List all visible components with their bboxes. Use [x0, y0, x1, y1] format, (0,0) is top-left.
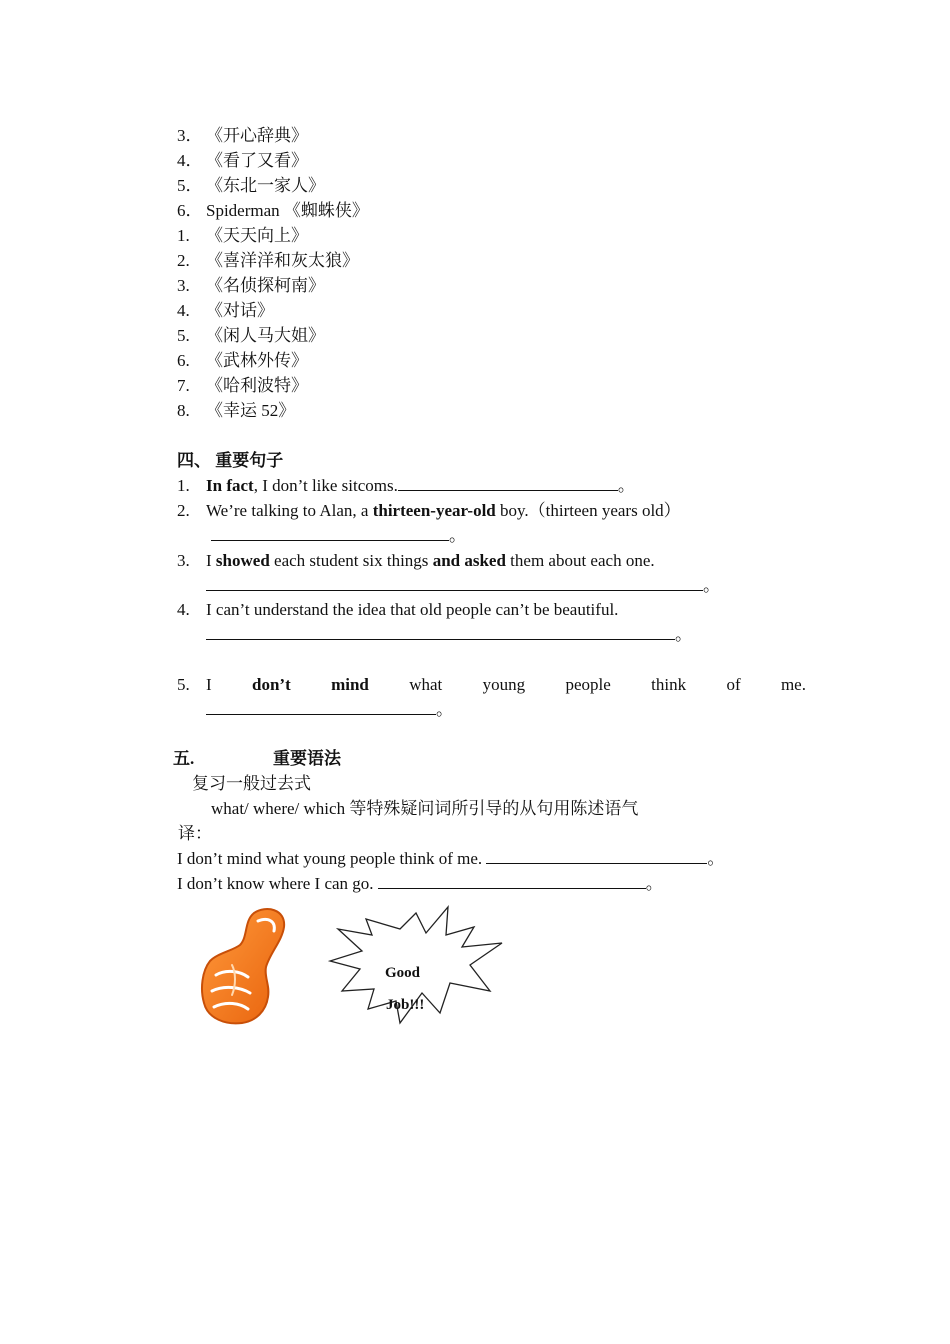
item-title: 《哈利波特》 [206, 376, 308, 395]
answer-blank[interactable] [211, 525, 449, 541]
answer-line [206, 699, 453, 721]
item-title: 《闲人马大姐》 [206, 326, 325, 345]
period-mark: 。 [707, 849, 725, 868]
item-title: 《对话》 [206, 301, 274, 320]
bold-word: don’t [252, 675, 291, 694]
answer-blank[interactable] [206, 699, 436, 715]
sentence-post: them about each one. [505, 551, 655, 570]
item-title: 《幸运 52》 [206, 401, 296, 420]
bold-word: mind [331, 675, 369, 694]
answer-blank[interactable] [206, 624, 675, 640]
item-title: 《武林外传》 [206, 351, 308, 370]
item-title: 《看了又看》 [206, 151, 308, 170]
section-heading: 四、 重要句子 [177, 451, 284, 470]
thumbs-up-icon [196, 905, 291, 1030]
item-number: 8. [177, 401, 190, 420]
word: me. [780, 675, 806, 694]
word: people [565, 675, 611, 694]
item-number: 5. [177, 326, 190, 345]
period-mark: 。 [675, 625, 692, 644]
item-number: 6． [177, 201, 203, 220]
item-number: 1. [177, 226, 190, 245]
item-title: 《天天向上》 [206, 226, 308, 245]
item-title: Spiderman 《蜘蛛侠》 [206, 201, 369, 220]
sentence-pre: I [206, 551, 216, 570]
item-number: 4. [177, 301, 190, 320]
item-number: 4． [177, 151, 203, 170]
item-number: 3. [177, 276, 190, 295]
period-mark: 。 [645, 874, 663, 893]
word: think [651, 675, 687, 694]
word: young [482, 675, 526, 694]
period-mark: 。 [449, 526, 466, 545]
sentence-text [206, 674, 806, 696]
item-number: 2. [177, 251, 190, 270]
item-title: 《开心辞典》 [206, 126, 308, 145]
word: I [206, 675, 212, 694]
item-number: 5． [177, 176, 203, 195]
stamp-text-line2: Job!!! [386, 997, 425, 1013]
sentence-text [206, 500, 681, 522]
answer-line [211, 525, 466, 547]
grammar-line: 复习一般过去式 [192, 774, 311, 793]
grammar-line: what/ where/ which 等特殊疑问词所引导的从句用陈述语气 [211, 799, 639, 818]
sentence-number: 3. [177, 551, 190, 570]
sentence-number: 4. [177, 600, 190, 619]
translate-sentence [177, 873, 663, 895]
sentence-number: 2. [177, 501, 190, 520]
section-number: 五. [173, 749, 195, 768]
section-heading: 重要语法 [273, 749, 341, 768]
bold-phrase: In fact [206, 476, 254, 495]
sentence-number: 5. [177, 675, 190, 694]
period-mark: 。 [703, 576, 720, 595]
sentence-text [206, 475, 635, 497]
sentence-pre: We’re talking to Alan, a [206, 501, 373, 520]
bold-phrase: showed [215, 551, 270, 570]
translate-label: 译： [178, 824, 212, 843]
period-mark: 。 [436, 700, 453, 719]
answer-line [206, 575, 720, 597]
stamp-text-line1: Good [385, 965, 421, 981]
translate-sentence [177, 848, 724, 870]
item-title: 《东北一家人》 [206, 176, 325, 195]
item-title: 《名侦探柯南》 [206, 276, 325, 295]
answer-line [206, 624, 692, 646]
word: what [409, 675, 443, 694]
item-title: 《喜洋洋和灰太狼》 [206, 251, 359, 270]
sentence-text [206, 550, 655, 572]
sentence-number: 1. [177, 476, 190, 495]
answer-blank[interactable] [486, 848, 707, 864]
answer-blank[interactable] [206, 575, 703, 591]
bold-phrase: thirteen-year-old [372, 501, 496, 520]
item-number: 7. [177, 376, 190, 395]
word: of [726, 675, 741, 694]
sentence-mid: each student six things [269, 551, 433, 570]
sentence-text: I don’t mind what young people think of me. [177, 849, 487, 868]
item-number: 3． [177, 126, 203, 145]
sentence-rest: , I don’t like sitcoms. [253, 476, 398, 495]
period-mark: 。 [617, 476, 635, 495]
sentence-text: I don’t know where I can go. [177, 874, 378, 893]
bold-phrase: and asked [432, 551, 506, 570]
answer-blank[interactable] [398, 475, 618, 491]
item-number: 6. [177, 351, 190, 370]
sentence-text: I can’t understand the idea that old people can’t be beautiful. [206, 600, 619, 619]
sentence-post: boy.（thirteen years old） [495, 501, 681, 520]
answer-blank[interactable] [378, 873, 646, 889]
